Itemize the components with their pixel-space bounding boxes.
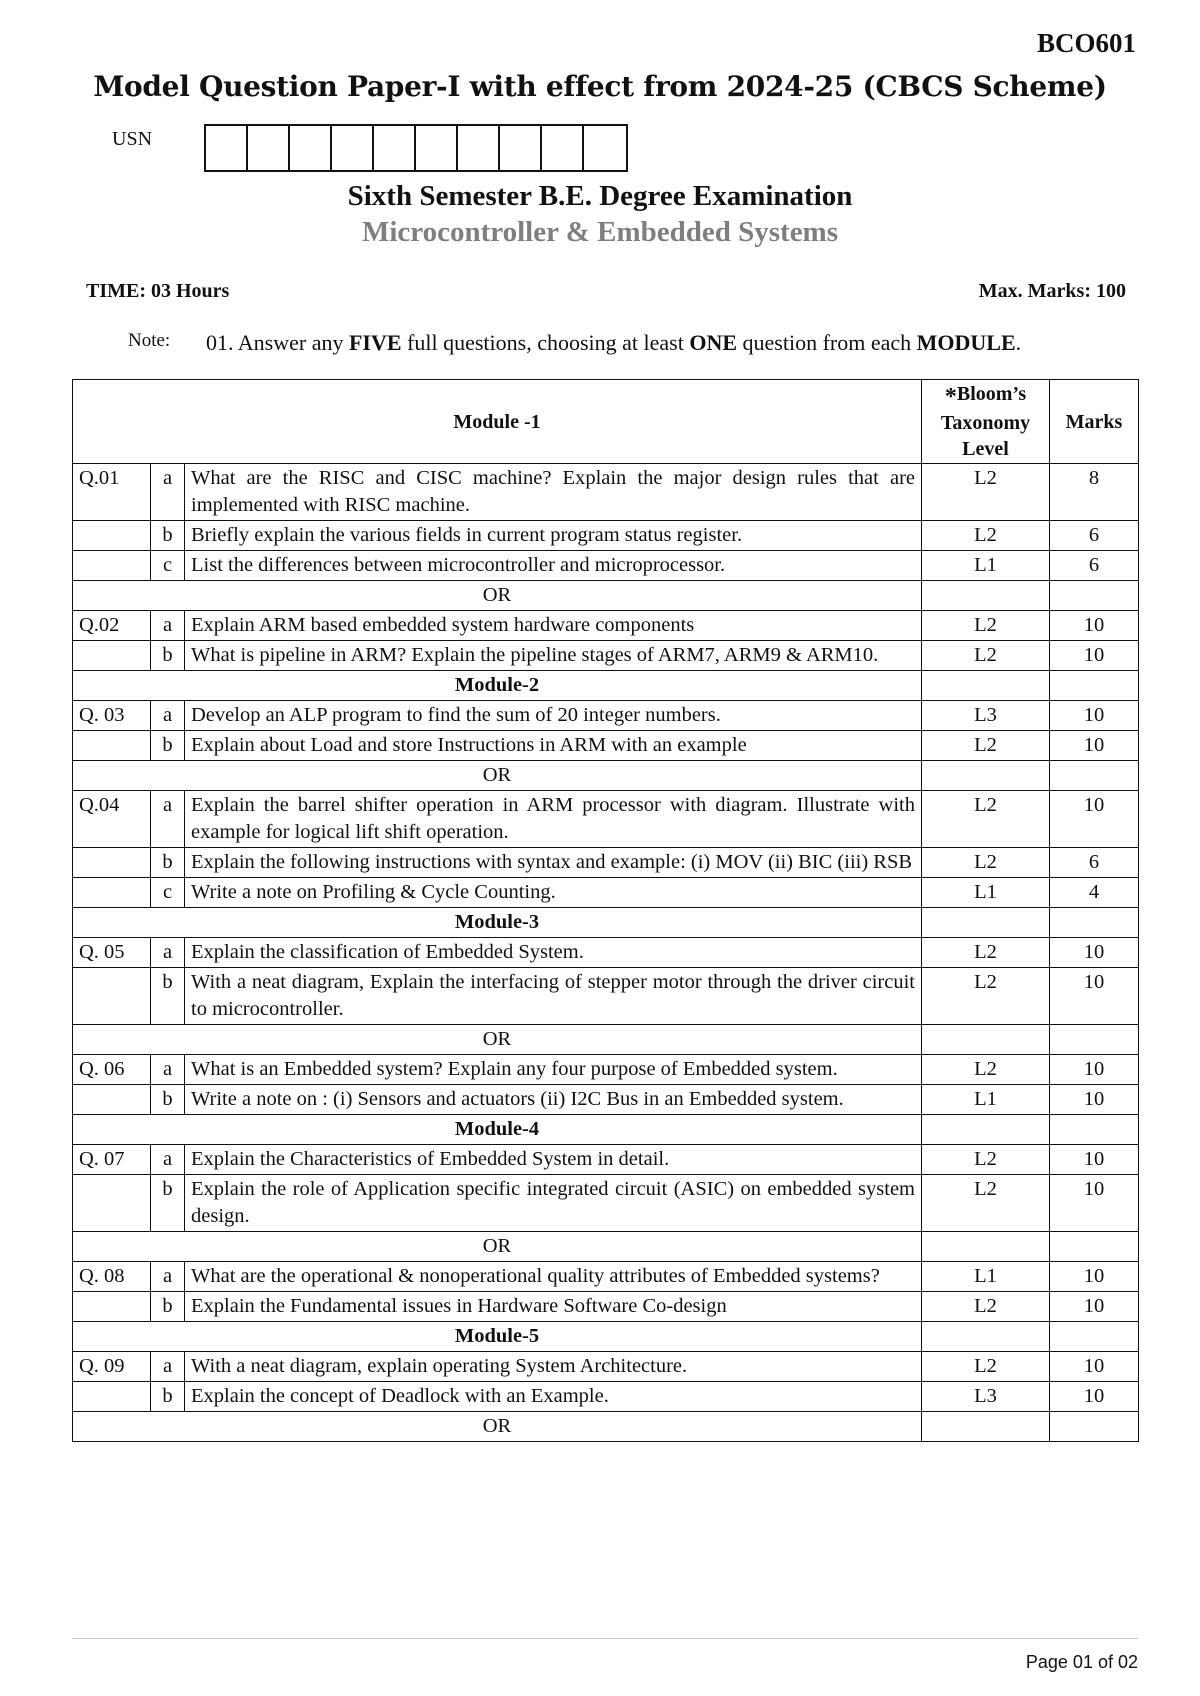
empty-cell <box>1050 908 1139 938</box>
sub-question-letter: b <box>151 1175 185 1232</box>
question-text: What are the operational & nonoperational quality attributes of Embedded systems? <box>185 1262 922 1292</box>
usn-box <box>458 126 500 170</box>
table-row <box>73 641 1139 671</box>
table-row <box>73 1262 1139 1292</box>
question-number <box>73 878 151 908</box>
question-marks: 4 <box>1050 878 1139 908</box>
question-number <box>73 641 151 671</box>
exam-title: Sixth Semester B.E. Degree Examination <box>347 180 853 212</box>
sub-question-letter: b <box>151 641 185 671</box>
usn-label: USN <box>112 128 153 150</box>
blooms-level: L2 <box>922 968 1050 1025</box>
table-row <box>73 611 1139 641</box>
usn-input-boxes <box>204 124 628 172</box>
table-row <box>73 551 1139 581</box>
blooms-level: L2 <box>922 848 1050 878</box>
question-text: Explain the following instructions with syntax and example: (i) MOV (ii) BIC (iii) RSB <box>185 848 922 878</box>
module-row-label: Module-3 <box>73 908 922 938</box>
marks-header: Marks <box>1050 380 1139 464</box>
usn-box <box>500 126 542 170</box>
question-number <box>73 848 151 878</box>
module-row <box>73 1115 1139 1145</box>
usn-box <box>416 126 458 170</box>
question-number <box>73 968 151 1025</box>
question-marks: 10 <box>1050 968 1139 1025</box>
blooms-level: L2 <box>922 791 1050 848</box>
sub-question-letter: a <box>151 611 185 641</box>
empty-cell <box>1050 1322 1139 1352</box>
or-row-label: OR <box>73 1025 922 1055</box>
sub-question-letter: c <box>151 878 185 908</box>
blooms-level: L1 <box>922 1085 1050 1115</box>
question-text: Explain the role of Application specific integrated circuit (ASIC) on embedded system design. <box>185 1175 922 1232</box>
module-row <box>73 671 1139 701</box>
question-text: Explain the concept of Deadlock with an Example. <box>185 1382 922 1412</box>
table-row <box>73 848 1139 878</box>
subject-title: Microcontroller & Embedded Systems <box>361 216 839 248</box>
blooms-level: L2 <box>922 611 1050 641</box>
question-marks: 10 <box>1050 1262 1139 1292</box>
question-number <box>73 731 151 761</box>
question-marks: 10 <box>1050 731 1139 761</box>
question-marks: 10 <box>1050 1055 1139 1085</box>
note-label: Note: <box>128 330 171 351</box>
question-marks: 10 <box>1050 641 1139 671</box>
blooms-level: L2 <box>922 641 1050 671</box>
empty-cell <box>922 671 1050 701</box>
question-number: Q. 06 <box>73 1055 151 1085</box>
table-row <box>73 521 1139 551</box>
question-number: Q. 05 <box>73 938 151 968</box>
blooms-level: L2 <box>922 938 1050 968</box>
question-text: Explain about Load and store Instructions in ARM with an example <box>185 731 922 761</box>
question-text: Briefly explain the various fields in current program status register. <box>185 521 922 551</box>
module-row <box>73 1322 1139 1352</box>
question-number: Q.04 <box>73 791 151 848</box>
or-row-label: OR <box>73 761 922 791</box>
question-number <box>73 1292 151 1322</box>
question-text: Explain the barrel shifter operation in ARM processor with diagram. Illustrate with example for logical lift shift operation. <box>185 791 922 848</box>
empty-cell <box>1050 1412 1139 1442</box>
sub-question-letter: b <box>151 731 185 761</box>
blooms-level: L1 <box>922 551 1050 581</box>
exam-time: TIME: 03 Hours <box>86 280 230 302</box>
question-text: What are the RISC and CISC machine? Explain the major design rules that are implemented with RISC machine. <box>185 464 922 521</box>
question-marks: 10 <box>1050 1382 1139 1412</box>
blooms-level: L3 <box>922 1382 1050 1412</box>
table-row <box>73 1145 1139 1175</box>
question-number: Q.02 <box>73 611 151 641</box>
footer-divider <box>72 1638 1138 1639</box>
sub-question-letter: a <box>151 938 185 968</box>
empty-cell <box>1050 581 1139 611</box>
question-number: Q.01 <box>73 464 151 521</box>
or-row <box>73 1232 1139 1262</box>
question-text: With a neat diagram, Explain the interfacing of stepper motor through the driver circuit to microcontroller. <box>185 968 922 1025</box>
question-marks: 6 <box>1050 521 1139 551</box>
empty-cell <box>1050 1025 1139 1055</box>
module-row-label: Module-2 <box>73 671 922 701</box>
sub-question-letter: b <box>151 968 185 1025</box>
sub-question-letter: b <box>151 1292 185 1322</box>
table-row <box>73 968 1139 1025</box>
question-text: Explain the Fundamental issues in Hardware Software Co-design <box>185 1292 922 1322</box>
usn-box <box>542 126 584 170</box>
sub-question-letter: a <box>151 1262 185 1292</box>
blooms-level: L2 <box>922 731 1050 761</box>
question-number: Q. 03 <box>73 701 151 731</box>
empty-cell <box>1050 1115 1139 1145</box>
question-number <box>73 1382 151 1412</box>
blooms-header: *Bloom’s Taxonomy Level <box>922 380 1050 464</box>
usn-box <box>584 126 626 170</box>
paper-title: Model Question Paper-I with effect from 2024-25 (CBCS Scheme) <box>93 70 1107 103</box>
table-row <box>73 1055 1139 1085</box>
table-row <box>73 1352 1139 1382</box>
blooms-level: L2 <box>922 521 1050 551</box>
empty-cell <box>922 908 1050 938</box>
question-text: Explain the Characteristics of Embedded System in detail. <box>185 1145 922 1175</box>
question-text: Explain ARM based embedded system hardware components <box>185 611 922 641</box>
question-marks: 10 <box>1050 1145 1139 1175</box>
usn-box <box>206 126 248 170</box>
table-row <box>73 1175 1139 1232</box>
question-marks: 10 <box>1050 938 1139 968</box>
table-row <box>73 878 1139 908</box>
table-row <box>73 701 1139 731</box>
empty-cell <box>1050 1232 1139 1262</box>
note-text: 01. Answer any FIVE full questions, choosing at least ONE question from each MODULE. <box>206 330 1022 355</box>
module-1-header: Module -1 <box>73 380 922 464</box>
empty-cell <box>922 1322 1050 1352</box>
question-text: Write a note on Profiling & Cycle Counting. <box>185 878 922 908</box>
question-text: Develop an ALP program to find the sum of 20 integer numbers. <box>185 701 922 731</box>
table-header-row <box>73 380 1139 464</box>
question-text: What is an Embedded system? Explain any four purpose of Embedded system. <box>185 1055 922 1085</box>
question-marks: 6 <box>1050 848 1139 878</box>
usn-box <box>248 126 290 170</box>
sub-question-letter: b <box>151 1085 185 1115</box>
course-code: BCO601 <box>1036 28 1136 58</box>
question-number: Q. 08 <box>73 1262 151 1292</box>
question-number <box>73 1175 151 1232</box>
or-row-label: OR <box>73 1412 922 1442</box>
table-row <box>73 1292 1139 1322</box>
question-marks: 10 <box>1050 1085 1139 1115</box>
question-marks: 10 <box>1050 791 1139 848</box>
blooms-level: L2 <box>922 464 1050 521</box>
question-text: Explain the classification of Embedded System. <box>185 938 922 968</box>
or-row <box>73 1412 1139 1442</box>
blooms-level: L1 <box>922 878 1050 908</box>
question-marks: 10 <box>1050 1352 1139 1382</box>
blooms-level: L1 <box>922 1262 1050 1292</box>
blooms-level: L2 <box>922 1145 1050 1175</box>
blooms-level: L2 <box>922 1292 1050 1322</box>
sub-question-letter: a <box>151 701 185 731</box>
table-row <box>73 731 1139 761</box>
or-row <box>73 1025 1139 1055</box>
empty-cell <box>922 581 1050 611</box>
empty-cell <box>922 761 1050 791</box>
table-row <box>73 1085 1139 1115</box>
or-row-label: OR <box>73 1232 922 1262</box>
table-row <box>73 1382 1139 1412</box>
blooms-level: L2 <box>922 1352 1050 1382</box>
sub-question-letter: b <box>151 848 185 878</box>
module-row <box>73 908 1139 938</box>
sub-question-letter: a <box>151 1055 185 1085</box>
question-number <box>73 1085 151 1115</box>
sub-question-letter: a <box>151 1352 185 1382</box>
blooms-level: L3 <box>922 701 1050 731</box>
sub-question-letter: b <box>151 521 185 551</box>
question-text: List the differences between microcontroller and microprocessor. <box>185 551 922 581</box>
question-number <box>73 551 151 581</box>
module-row-label: Module-5 <box>73 1322 922 1352</box>
module-row-label: Module-4 <box>73 1115 922 1145</box>
question-marks: 6 <box>1050 551 1139 581</box>
table-row <box>73 464 1139 521</box>
question-table <box>72 379 1139 1442</box>
question-text: Write a note on : (i) Sensors and actuators (ii) I2C Bus in an Embedded system. <box>185 1085 922 1115</box>
table-row <box>73 938 1139 968</box>
question-marks: 10 <box>1050 1175 1139 1232</box>
question-text: With a neat diagram, explain operating System Architecture. <box>185 1352 922 1382</box>
question-number: Q. 09 <box>73 1352 151 1382</box>
question-text: What is pipeline in ARM? Explain the pipeline stages of ARM7, ARM9 & ARM10. <box>185 641 922 671</box>
question-number <box>73 521 151 551</box>
or-row <box>73 581 1139 611</box>
sub-question-letter: b <box>151 1382 185 1412</box>
sub-question-letter: a <box>151 791 185 848</box>
usn-box <box>374 126 416 170</box>
page-number: Page 01 of 02 <box>1025 1652 1138 1672</box>
or-row-label: OR <box>73 581 922 611</box>
empty-cell <box>922 1025 1050 1055</box>
usn-box <box>332 126 374 170</box>
or-row <box>73 761 1139 791</box>
empty-cell <box>922 1115 1050 1145</box>
empty-cell <box>1050 671 1139 701</box>
blooms-level: L2 <box>922 1175 1050 1232</box>
usn-box <box>290 126 332 170</box>
empty-cell <box>1050 761 1139 791</box>
empty-cell <box>922 1412 1050 1442</box>
question-marks: 8 <box>1050 464 1139 521</box>
sub-question-letter: c <box>151 551 185 581</box>
table-row <box>73 791 1139 848</box>
question-marks: 10 <box>1050 1292 1139 1322</box>
question-marks: 10 <box>1050 701 1139 731</box>
max-marks: Max. Marks: 100 <box>978 280 1126 302</box>
question-marks: 10 <box>1050 611 1139 641</box>
blooms-level: L2 <box>922 1055 1050 1085</box>
sub-question-letter: a <box>151 1145 185 1175</box>
question-number: Q. 07 <box>73 1145 151 1175</box>
empty-cell <box>922 1232 1050 1262</box>
sub-question-letter: a <box>151 464 185 521</box>
